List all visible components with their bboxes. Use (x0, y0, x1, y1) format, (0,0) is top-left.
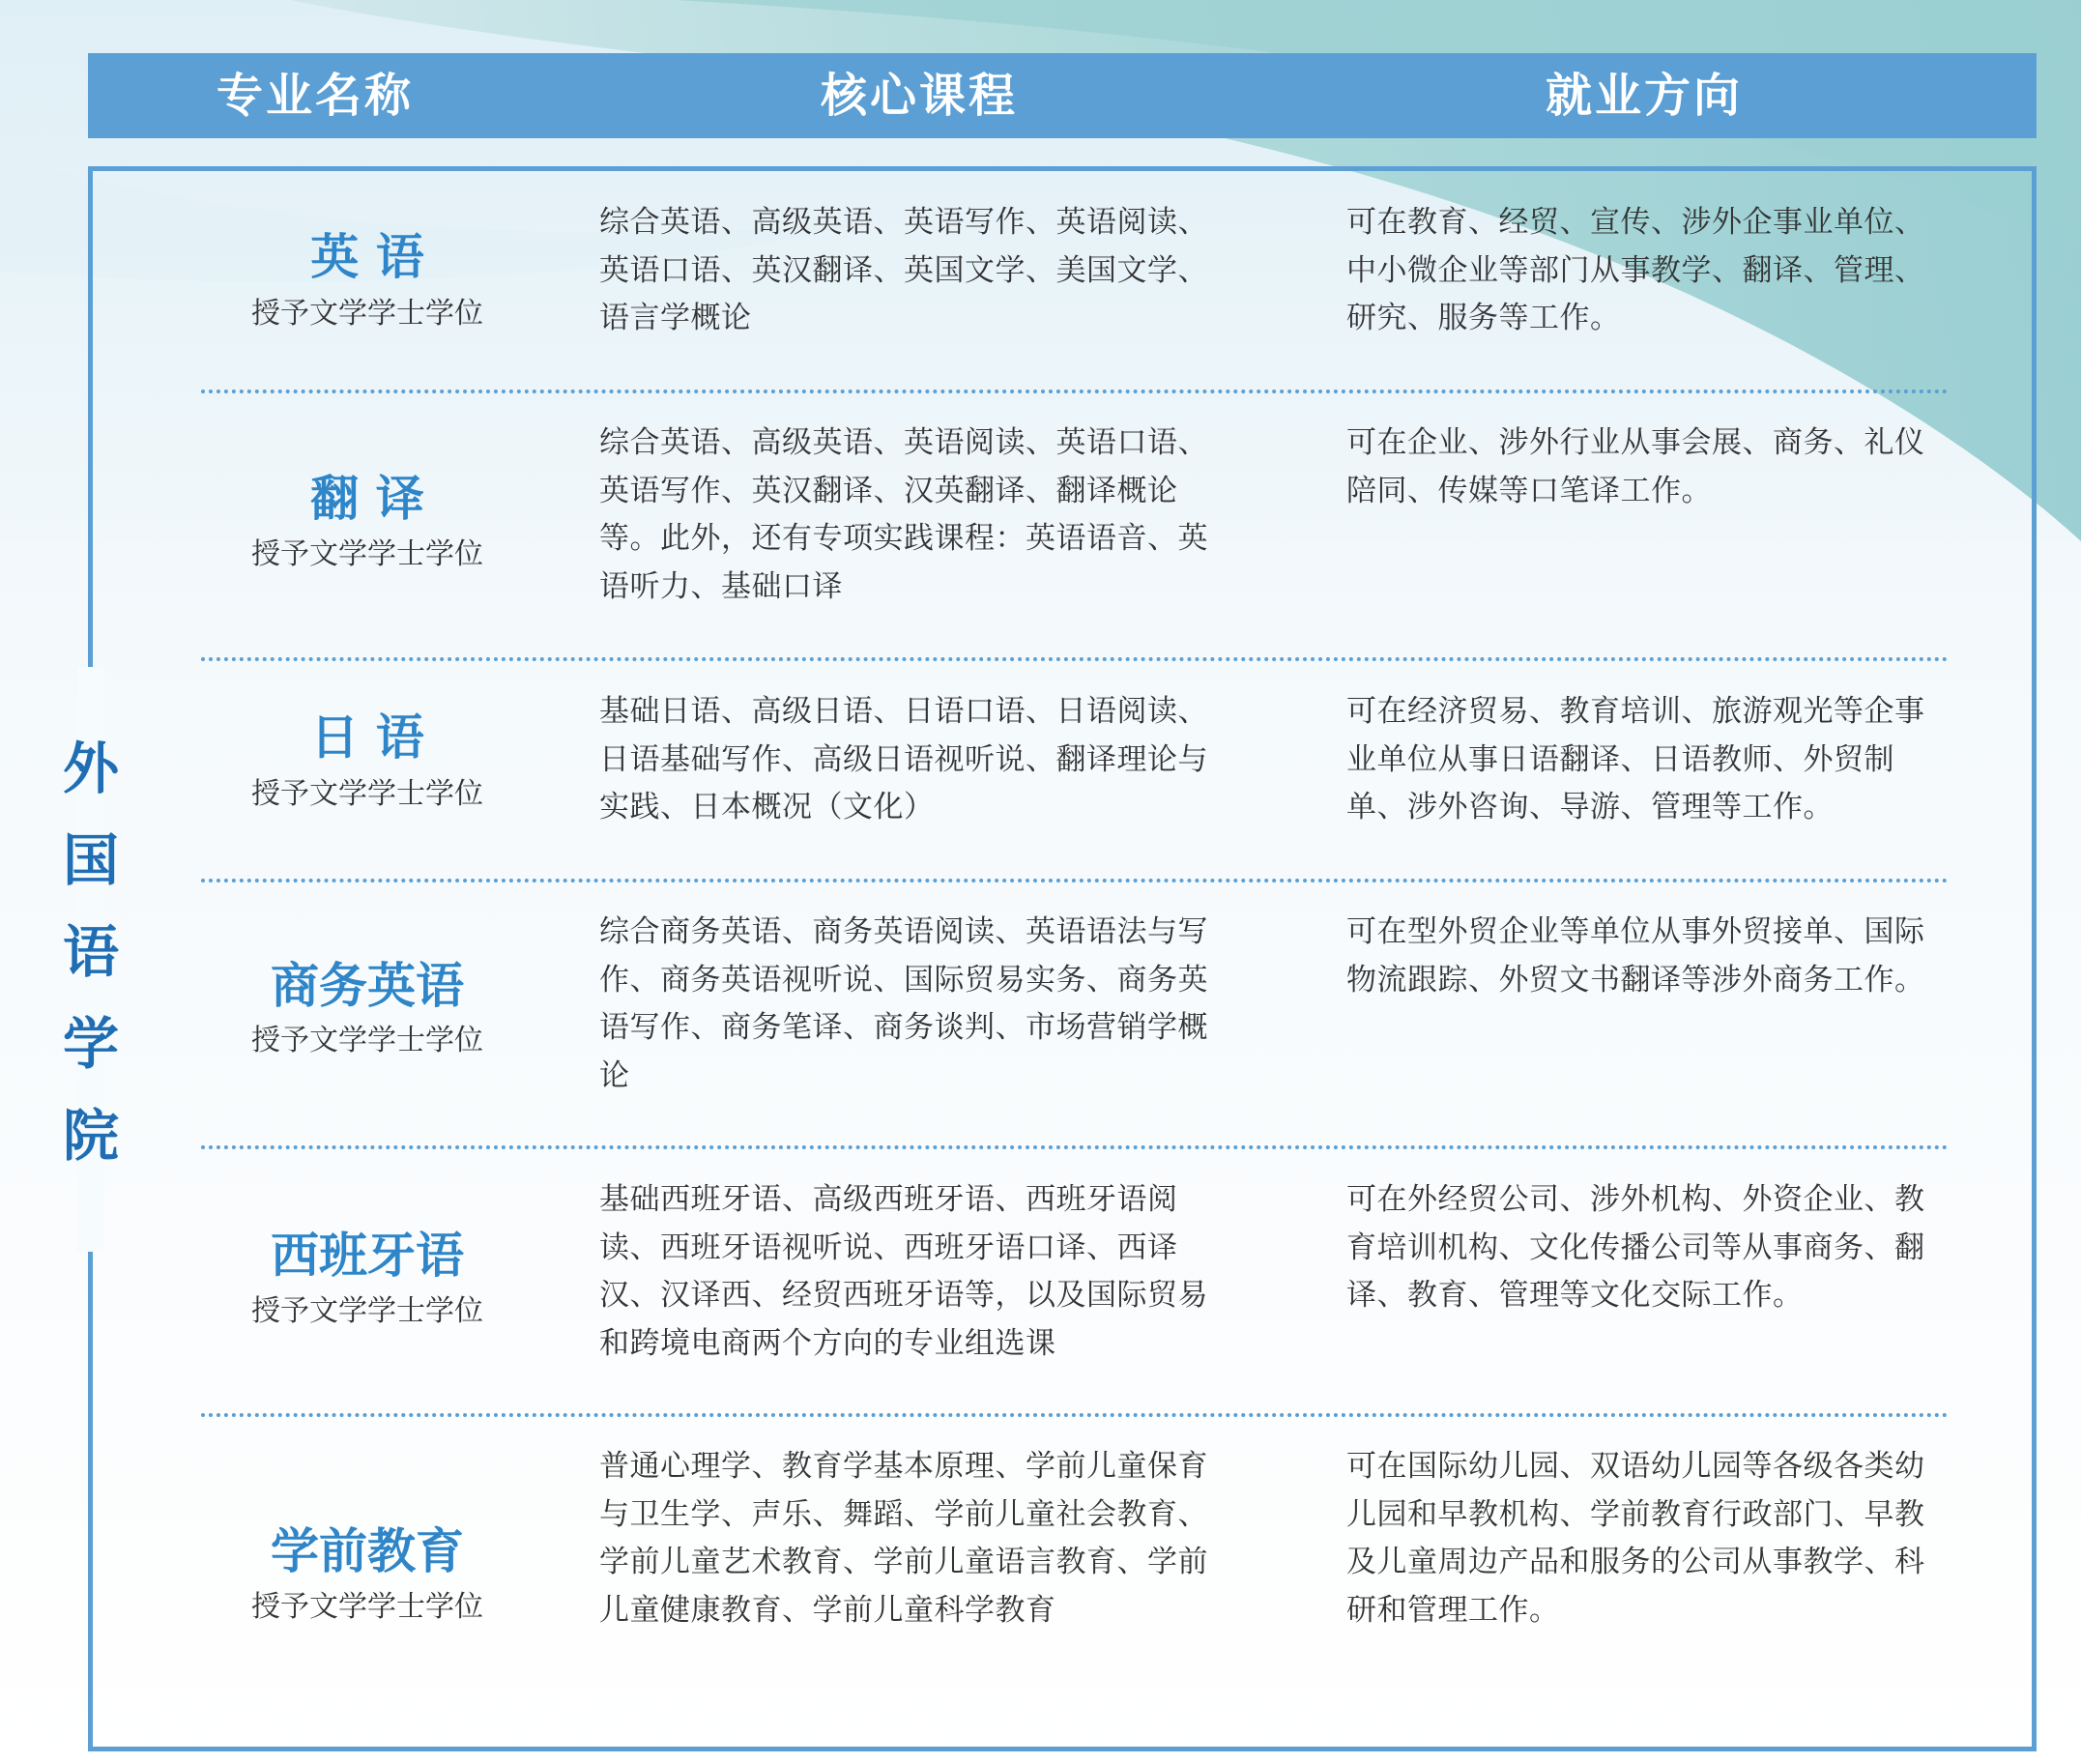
career-line: 研和管理工作。 (1346, 1592, 1560, 1628)
major-name: 翻 译 (310, 471, 424, 527)
college-title-char: 院 (62, 1103, 119, 1169)
career-line: 可在型外贸企业等单位从事外贸接单、国际 (1346, 914, 1925, 949)
course-line: 作、商务英语视听说、国际贸易实务、商务英 (599, 962, 1208, 998)
core-courses (599, 419, 1276, 611)
row-divider (201, 1145, 1949, 1149)
course-line: 学前儿童艺术教育、学前儿童语言教育、学前 (599, 1545, 1208, 1579)
college-title (52, 723, 130, 1182)
career-line: 译、教育、管理等文化交际工作。 (1346, 1278, 1804, 1313)
major-degree: 授予文学学士学位 (251, 777, 483, 811)
career-direction (1346, 688, 1986, 832)
major-degree: 授予文学学士学位 (251, 297, 483, 331)
career-line: 可在外经贸公司、涉外机构、外资企业、教 (1346, 1182, 1925, 1217)
major-name: 英 语 (310, 229, 424, 285)
college-title-char: 语 (62, 919, 119, 985)
header-courses: 核心课程 (820, 69, 1018, 123)
course-line: 和跨境电商两个方向的专业组选课 (599, 1325, 1056, 1361)
core-courses (599, 1443, 1276, 1634)
career-direction (1346, 909, 1986, 1004)
college-title-char: 学 (62, 1011, 119, 1077)
career-direction (1346, 1443, 1986, 1634)
row-divider (201, 390, 1949, 393)
course-line: 儿童健康教育、学前儿童科学教育 (599, 1592, 1056, 1628)
major-degree: 授予文学学士学位 (251, 1590, 483, 1624)
core-courses (599, 688, 1276, 832)
career-direction (1346, 1176, 1986, 1320)
career-line: 育培训机构、文化传播公司等从事商务、翻 (1346, 1229, 1925, 1265)
course-line: 基础日语、高级日语、日语口语、日语阅读、 (599, 694, 1208, 729)
row-divider (201, 1413, 1949, 1417)
career-line: 可在经济贸易、教育培训、旅游观光等企事 (1346, 694, 1925, 729)
course-line: 等。此外，还有专项实践课程：英语语音、英 (599, 521, 1208, 556)
course-line: 基础西班牙语、高级西班牙语、西班牙语阅 (599, 1182, 1178, 1217)
course-line: 语言学概论 (599, 301, 752, 335)
major-degree: 授予文学学士学位 (251, 1024, 483, 1057)
career-line: 儿园和早教机构、学前教育行政部门、早教 (1346, 1496, 1925, 1532)
major-degree: 授予文学学士学位 (251, 1294, 483, 1328)
career-line: 业单位从事日语翻译、日语教师、外贸制 (1346, 741, 1894, 777)
course-line: 综合商务英语、商务英语阅读、英语语法与写 (599, 914, 1208, 949)
row-divider (201, 657, 1949, 661)
career-line: 单、涉外咨询、导游、管理等工作。 (1346, 790, 1834, 824)
course-line: 综合英语、高级英语、英语写作、英语阅读、 (599, 205, 1208, 240)
career-direction (1346, 199, 1986, 343)
college-title-char: 国 (62, 827, 119, 893)
core-courses (599, 909, 1276, 1100)
course-line: 英语写作、英汉翻译、汉英翻译、翻译概论 (599, 473, 1178, 508)
career-direction (1346, 419, 1986, 515)
row-divider (201, 879, 1949, 882)
career-line: 可在教育、经贸、宣传、涉外企事业单位、 (1346, 205, 1925, 240)
career-line: 中小微企业等部门从事教学、翻译、管理、 (1346, 252, 1925, 288)
college-title-char: 外 (62, 736, 119, 801)
header-major: 专业名称 (216, 69, 414, 123)
course-line: 语听力、基础口译 (599, 568, 843, 604)
core-courses (599, 1176, 1276, 1368)
major-name: 西班牙语 (271, 1228, 464, 1284)
major-degree: 授予文学学士学位 (251, 537, 483, 571)
core-courses (599, 199, 1276, 343)
major-name: 日 语 (310, 709, 424, 766)
career-line: 物流跟踪、外贸文书翻译等涉外商务工作。 (1346, 962, 1925, 998)
course-line: 日语基础写作、高级日语视听说、翻译理论与 (599, 741, 1208, 777)
career-line: 陪同、传媒等口笔译工作。 (1346, 473, 1712, 508)
course-line: 汉、汉译西、经贸西班牙语等，以及国际贸易 (599, 1278, 1208, 1313)
major-name: 商务英语 (271, 958, 464, 1014)
career-line: 可在国际幼儿园、双语幼儿园等各级各类幼 (1346, 1449, 1925, 1484)
career-line: 可在企业、涉外行业从事会展、商务、礼仪 (1346, 425, 1925, 460)
course-line: 读、西班牙语视听说、西班牙语口译、西译 (599, 1229, 1178, 1265)
course-line: 与卫生学、声乐、舞蹈、学前儿童社会教育、 (599, 1496, 1208, 1532)
header-career: 就业方向 (1545, 69, 1743, 123)
course-line: 英语口语、英汉翻译、英国文学、美国文学、 (599, 252, 1208, 288)
course-line: 论 (599, 1057, 630, 1093)
table-header (88, 53, 2037, 138)
course-line: 普通心理学、教育学基本原理、学前儿童保育 (599, 1449, 1208, 1484)
course-line: 实践、日本概况（文化） (599, 790, 935, 824)
career-line: 及儿童周边产品和服务的公司从事教学、科 (1346, 1545, 1925, 1579)
course-line: 综合英语、高级英语、英语阅读、英语口语、 (599, 425, 1208, 460)
major-name: 学前教育 (271, 1523, 464, 1579)
career-line: 研究、服务等工作。 (1346, 301, 1621, 335)
course-line: 语写作、商务笔译、商务谈判、市场营销学概 (599, 1010, 1208, 1045)
